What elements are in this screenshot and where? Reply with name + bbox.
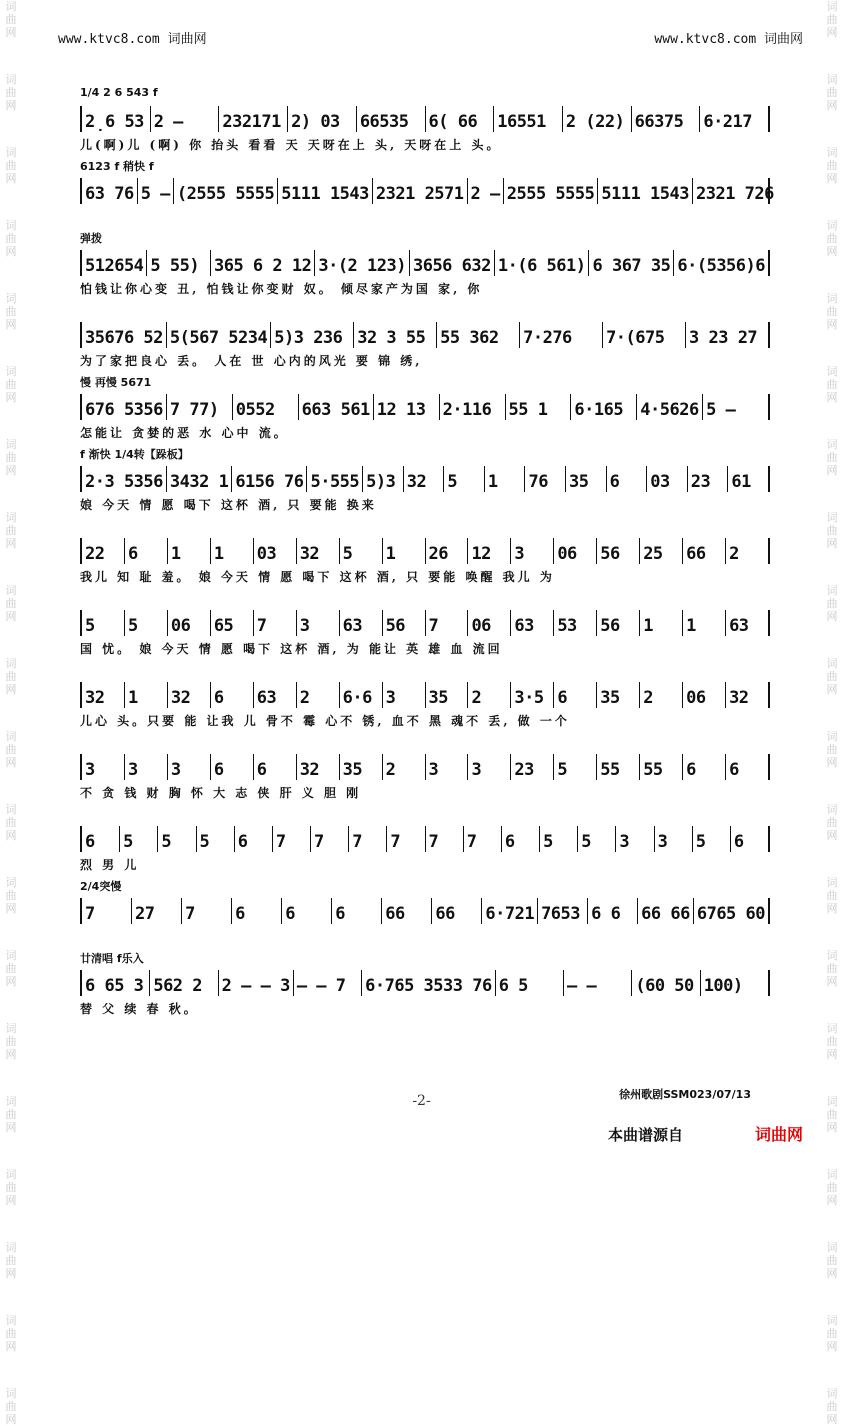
measure: 6 <box>211 754 254 780</box>
watermark-text: 词曲网 <box>5 1095 17 1134</box>
measure: 5111 1543 <box>598 178 693 204</box>
measure: 6 <box>729 760 739 780</box>
measure: 1 <box>640 610 683 636</box>
measure: 5)3 <box>363 466 404 492</box>
watermark-text: 词曲网 <box>826 1241 838 1280</box>
measure: 23 <box>688 466 729 492</box>
lyric-line: 我儿 知 耻 羞。 娘 今天 情 愿 喝下 这杯 酒, 只 要能 唤醒 我儿 为 <box>80 570 555 584</box>
measure: 2 <box>297 682 340 708</box>
performance-marking <box>80 518 770 536</box>
measure: 2 <box>468 682 511 708</box>
measure: 6 5 <box>496 970 564 996</box>
measure: 2) 03 <box>288 106 357 132</box>
measure: 3 <box>426 754 469 780</box>
measure: 3656 632 <box>410 250 495 276</box>
measure: 3 <box>655 826 693 852</box>
measure: 32 <box>404 466 445 492</box>
measure: 1 <box>683 610 726 636</box>
measure: 6 <box>554 682 597 708</box>
measure: 6·765 3533 76 <box>362 970 496 996</box>
measure: (2555 5555 <box>174 178 278 204</box>
watermark-text: 词曲网 <box>826 438 838 477</box>
watermark-text: 词曲网 <box>826 730 838 769</box>
measure: 32 <box>297 538 340 564</box>
lyric-line: 国 忧。 娘 今天 情 愿 喝下 这杯 酒, 为 能让 英 雄 血 流回 <box>80 642 503 656</box>
measure: 32 <box>729 688 749 708</box>
measure: 63 <box>254 682 297 708</box>
measure: 7653 <box>538 898 588 924</box>
measure: 7 <box>426 610 469 636</box>
watermark-text: 词曲网 <box>826 949 838 988</box>
performance-marking: 廿清唱 f乐入 <box>80 952 144 965</box>
measure: 6 <box>282 898 332 924</box>
watermark-text: 词曲网 <box>5 73 17 112</box>
measure: 7·276 <box>520 322 603 348</box>
watermark-text: 词曲网 <box>5 1241 17 1280</box>
measure: 55 362 <box>437 322 520 348</box>
measure: 5111 1543 <box>278 178 373 204</box>
measure: 4·5626 <box>637 394 703 420</box>
lyric-line: 娘 今天 情 愿 喝下 这杯 酒, 只 要能 换来 <box>80 498 377 512</box>
measure: 66375 <box>632 106 701 132</box>
measure: 7 <box>182 898 232 924</box>
measure: 32 <box>168 682 211 708</box>
measure: 7 <box>311 826 349 852</box>
notation-row <box>80 538 770 564</box>
performance-marking <box>80 590 770 608</box>
measure: 3432 1 <box>167 466 232 492</box>
watermark-text: 词曲网 <box>826 0 838 39</box>
measure: 7 <box>387 826 425 852</box>
measure: 5 <box>554 754 597 780</box>
score-system <box>80 726 770 798</box>
measure: 2 <box>729 544 739 564</box>
performance-marking: f 渐快 1/4转【跺板】 <box>80 448 189 461</box>
measure: 61 <box>731 472 751 492</box>
measure: 1 <box>485 466 526 492</box>
measure: 2·3 5356 <box>82 466 167 492</box>
measure: 27 <box>132 898 182 924</box>
watermark-text: 词曲网 <box>5 730 17 769</box>
score-staff <box>80 78 774 1016</box>
measure: 63 <box>729 616 749 636</box>
measure: 5 55) <box>147 250 211 276</box>
measure: 2 – <box>151 106 220 132</box>
measure: 2̣6 53 <box>82 106 151 132</box>
measure: 23 <box>511 754 554 780</box>
measure: 6 <box>232 898 282 924</box>
measure: 5)3 236 <box>271 322 354 348</box>
watermark-text: 词曲网 <box>826 1095 838 1134</box>
lyric-line: 怕钱让你心变 丑, 怕钱让你变财 奴。 倾尽家产为国 家, 你 <box>80 282 483 296</box>
watermark-text: 词曲网 <box>826 146 838 185</box>
score-system <box>80 294 770 366</box>
lyric-line: 儿心 头。只要 能 让我 儿 骨不 霉 心不 锈, 血不 黑 魂不 丢, 做 一个 <box>80 714 570 728</box>
measure: 562 2 <box>150 970 218 996</box>
measure: 5(567 5234 <box>167 322 271 348</box>
measure: 12 13 <box>374 394 440 420</box>
watermark-text: 词曲网 <box>5 1314 17 1353</box>
measure: 56 <box>597 538 640 564</box>
watermark-text: 词曲网 <box>5 876 17 915</box>
watermark-text: 词曲网 <box>826 1314 838 1353</box>
measure: 7 <box>349 826 387 852</box>
measure: 06 <box>168 610 211 636</box>
measure: 5 – <box>138 178 174 204</box>
watermark-text: 词曲网 <box>826 73 838 112</box>
measure: 1 <box>168 538 211 564</box>
lyric-line: 烈 男 儿 <box>80 858 140 872</box>
measure: 1·(6 561) <box>495 250 590 276</box>
watermark-text: 词曲网 <box>5 365 17 404</box>
measure: 7 <box>426 826 464 852</box>
score-system <box>80 798 770 870</box>
measure: 06 <box>554 538 597 564</box>
measure: 5 <box>340 538 383 564</box>
notation-row <box>80 322 770 348</box>
measure: 56 <box>597 610 640 636</box>
measure: 55 <box>597 754 640 780</box>
measure: 6 <box>683 754 726 780</box>
measure: 35676 52 <box>82 322 167 348</box>
score-system <box>80 222 770 294</box>
notation-row <box>80 826 770 852</box>
performance-marking: 2/4突慢 <box>80 880 122 893</box>
measure: 7 <box>82 898 132 924</box>
measure: 6765 60 <box>696 904 765 924</box>
measure: 7 <box>273 826 311 852</box>
measure: 7 77) <box>167 394 233 420</box>
measure: 6 <box>82 826 120 852</box>
measure: 06 <box>683 682 726 708</box>
measure: 6156 76 <box>232 466 307 492</box>
watermark-text: 词曲网 <box>5 657 17 696</box>
measure: 12 <box>468 538 511 564</box>
lyric-line: 为了家把良心 丢。 人在 世 心内的风光 要 锦 绣, <box>80 354 423 368</box>
score-system <box>80 582 770 654</box>
measure: 25 <box>640 538 683 564</box>
watermark-text: 词曲网 <box>826 1168 838 1207</box>
measure: 6 <box>607 466 648 492</box>
measure: 6·217 <box>703 112 753 132</box>
measure: 35 <box>597 682 640 708</box>
notation-row <box>80 466 770 492</box>
watermark-text: 词曲网 <box>5 584 17 623</box>
right-watermark-strip <box>823 0 841 1426</box>
lyric-line: 不 贪 钱 财 胸 怀 大 志 侠 肝 义 胆 刚 <box>80 786 362 800</box>
measure: 6 <box>502 826 540 852</box>
score-system <box>80 870 770 942</box>
notation-row <box>80 610 770 636</box>
measure: 6 65 3 <box>82 970 150 996</box>
measure: 100) <box>703 976 743 996</box>
notation-row <box>80 250 770 276</box>
brand-logo[interactable]: 词曲网 <box>755 1125 804 1144</box>
measure: 2 <box>383 754 426 780</box>
measure: 2321 2571 <box>373 178 468 204</box>
measure: 22 <box>82 538 125 564</box>
measure: 03 <box>647 466 688 492</box>
notation-row <box>80 106 770 132</box>
measure: 2321 726 <box>695 184 774 204</box>
watermark-text: 词曲网 <box>826 803 838 842</box>
lyric-line: 怎能让 贪婪的恶 水 心中 流。 <box>80 426 289 440</box>
measure: 2 – <box>468 178 504 204</box>
measure: 2 (22) <box>563 106 632 132</box>
measure: 6·721 <box>482 898 538 924</box>
watermark-text: 词曲网 <box>5 511 17 550</box>
performance-marking: 6123 f 稍快 f <box>80 160 154 173</box>
watermark-text: 词曲网 <box>5 1168 17 1207</box>
watermark-text: 词曲网 <box>826 219 838 258</box>
score-system <box>80 438 770 510</box>
measure: 66 <box>382 898 432 924</box>
measure: 6·(5356)6 <box>677 256 765 276</box>
measure: 63 <box>340 610 383 636</box>
measure: 3 23 27 <box>689 328 758 348</box>
watermark-text: 词曲网 <box>826 365 838 404</box>
performance-marking: 慢 再慢 5671 <box>80 376 152 389</box>
page-number: -2- <box>412 1093 431 1109</box>
measure: 32 <box>297 754 340 780</box>
measure: 6( 66 <box>426 106 495 132</box>
score-system <box>80 150 774 222</box>
watermark-text: 词曲网 <box>826 511 838 550</box>
measure: 1 <box>125 682 168 708</box>
performance-marking <box>80 806 770 824</box>
measure: 66 <box>683 538 726 564</box>
measure: 5 <box>120 826 158 852</box>
watermark-text: 词曲网 <box>5 949 17 988</box>
measure: 3 <box>168 754 211 780</box>
measure: 35 <box>340 754 383 780</box>
measure: 5 <box>693 826 731 852</box>
measure: 5 <box>578 826 616 852</box>
watermark-text: 词曲网 <box>826 657 838 696</box>
notation-row <box>80 898 770 924</box>
measure: 16551 <box>494 106 563 132</box>
header-url-right[interactable]: www.ktvc8.com 词曲网 <box>654 32 803 47</box>
measure: 3·(2 123) <box>315 250 410 276</box>
measure: 6 <box>211 682 254 708</box>
credit-line: 徐州歌剧SSM023/07/13 <box>619 1088 751 1101</box>
notation-row <box>80 970 770 996</box>
notation-row <box>80 394 770 420</box>
measure: 3 <box>383 682 426 708</box>
notation-row <box>80 682 770 708</box>
measure: 232171 <box>219 106 288 132</box>
measure: 26 <box>426 538 469 564</box>
performance-marking: 弹拨 <box>80 232 102 245</box>
measure: 5 <box>125 610 168 636</box>
measure: 63 76 <box>82 178 138 204</box>
performance-marking <box>80 302 770 320</box>
measure: 3 <box>82 754 125 780</box>
measure: 65 <box>211 610 254 636</box>
lyric-line: 替 父 续 春 秋。 <box>80 1002 199 1016</box>
measure: 512654 <box>82 250 147 276</box>
measure: 3 <box>468 754 511 780</box>
measure: 7 <box>254 610 297 636</box>
score-system <box>80 942 770 1014</box>
score-system <box>80 78 770 150</box>
measure: 6 <box>254 754 297 780</box>
source-label: 本曲谱源自 <box>608 1126 684 1144</box>
performance-marking <box>80 734 770 752</box>
measure: 5 <box>82 610 125 636</box>
measure: 6 <box>125 538 168 564</box>
score-system <box>80 510 770 582</box>
measure: 6 <box>332 898 382 924</box>
measure: 3·5 <box>511 682 554 708</box>
measure: 6 <box>235 826 273 852</box>
measure: 66 66 <box>638 898 694 924</box>
watermark-text: 词曲网 <box>826 292 838 331</box>
measure: 56 <box>383 610 426 636</box>
measure: 5·555 <box>307 466 363 492</box>
measure: 3 <box>511 538 554 564</box>
measure: 6 367 35 <box>589 250 674 276</box>
measure: 3 <box>125 754 168 780</box>
measure: 03 <box>254 538 297 564</box>
measure: 2555 5555 <box>504 178 599 204</box>
measure: 2·116 <box>440 394 506 420</box>
performance-marking <box>80 662 770 680</box>
measure: 6·165 <box>571 394 637 420</box>
watermark-text: 词曲网 <box>5 803 17 842</box>
measure: 6 <box>733 832 744 852</box>
watermark-text: 词曲网 <box>826 1387 838 1426</box>
measure: 6 6 <box>588 898 638 924</box>
measure: 2 <box>640 682 683 708</box>
measure: 55 <box>640 754 683 780</box>
watermark-text: 词曲网 <box>5 292 17 331</box>
measure: 76 <box>525 466 566 492</box>
watermark-text: 词曲网 <box>5 0 17 39</box>
measure: 3 <box>297 610 340 636</box>
notation-row <box>80 754 770 780</box>
measure: 1 <box>383 538 426 564</box>
measure: 35 <box>566 466 607 492</box>
watermark-text: 词曲网 <box>5 146 17 185</box>
measure: 2 – – 3 <box>219 970 294 996</box>
watermark-text: 词曲网 <box>5 219 17 258</box>
measure: 35 <box>426 682 469 708</box>
watermark-text: 词曲网 <box>826 1022 838 1061</box>
watermark-text: 词曲网 <box>5 438 17 477</box>
measure: 676 5356 <box>82 394 167 420</box>
measure: 7 <box>464 826 502 852</box>
measure: 06 <box>468 610 511 636</box>
lyric-line: 儿(啊)儿 (啊) 你 抬头 看看 天 天呀在上 头, 天呀在上 头。 <box>80 138 502 152</box>
left-watermark-strip <box>2 0 20 1426</box>
measure: 3 <box>616 826 654 852</box>
watermark-text: 词曲网 <box>826 876 838 915</box>
measure: 1 <box>211 538 254 564</box>
measure: (60 50 <box>632 970 700 996</box>
measure: 5 <box>444 466 485 492</box>
measure: 55 1 <box>506 394 572 420</box>
measure: 0552 <box>233 394 299 420</box>
measure: 66 <box>432 898 482 924</box>
measure: 6·6 <box>340 682 383 708</box>
measure: 5 <box>158 826 196 852</box>
watermark-text: 词曲网 <box>5 1387 17 1426</box>
measure: – – <box>564 970 632 996</box>
measure: 66535 <box>357 106 426 132</box>
measure: 5 <box>197 826 235 852</box>
score-system <box>80 366 770 438</box>
notation-row <box>80 178 774 204</box>
performance-marking: 1/4 2 6 543 f <box>80 86 158 99</box>
measure: – – 7 <box>294 970 362 996</box>
measure: 63 <box>511 610 554 636</box>
measure: 32 <box>82 682 125 708</box>
measure: 53 <box>554 610 597 636</box>
measure: 365 6 2 12 <box>211 250 315 276</box>
measure: 32 3 55 <box>354 322 437 348</box>
header-url-left[interactable]: www.ktvc8.com 词曲网 <box>58 32 207 47</box>
watermark-text: 词曲网 <box>826 584 838 623</box>
measure: 5 – <box>706 400 736 420</box>
score-system <box>80 654 770 726</box>
measure: 7·(675 <box>603 322 686 348</box>
measure: 663 561 <box>299 394 374 420</box>
watermark-text: 词曲网 <box>5 1022 17 1061</box>
measure: 5 <box>540 826 578 852</box>
